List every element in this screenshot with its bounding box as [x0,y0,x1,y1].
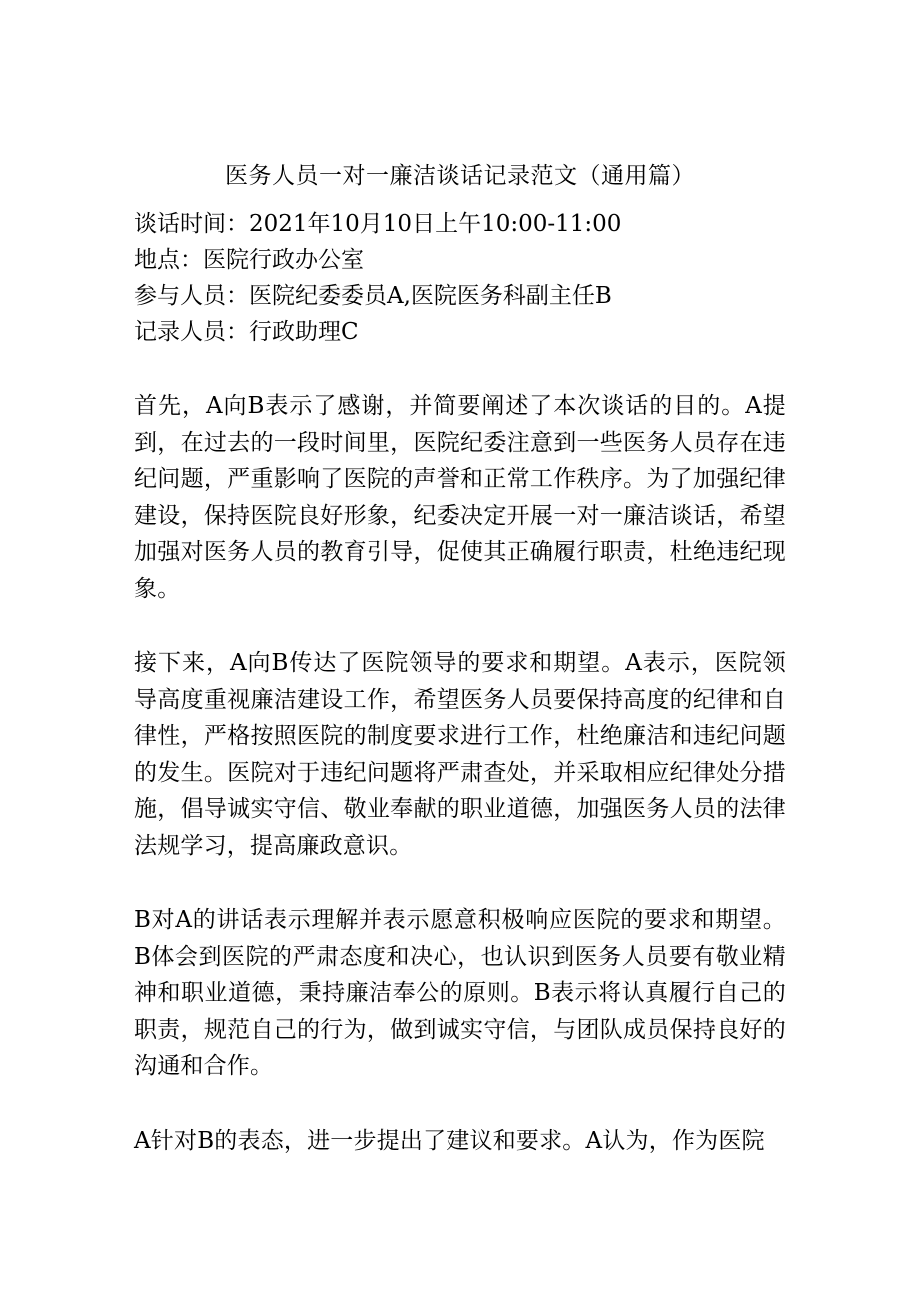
meeting-time: 谈话时间：2021年10月10日上午10:00-11:00 [134,211,622,237]
paragraph: B对A的讲话表示理解并表示愿意积极响应医院的要求和期望。B体会到医院的严肃态度和决心，也认识到医务人员要有敬业精神和职业道德，秉持廉洁奉公的原则。B表示将认真履行自己的职责，规范自己的行为，做到诚实守信，与团队成员保持良好的沟通和合作。 [134,907,786,1079]
paragraph: 首先，A向B表示了感谢，并简要阐述了本次谈话的目的。A提到，在过去的一段时间里，医院纪委注意到一些医务人员存在违纪问题，严重影响了医院的声誉和正常工作秩序。为了加强纪律建设，保持医院良好形象，纪委决定开展一对一廉洁谈话，希望加强对医务人员的教育引导，促使其正确履行职责，杜绝违纪现象。 [134,393,786,602]
document-title: 医务人员一对一廉洁谈话记录范文（通用篇） [225,163,695,189]
meeting-recorder: 记录人员：行政助理C [134,319,359,345]
paragraph: A针对B的表态，进一步提出了建议和要求。A认为，作为医院 [134,1127,765,1154]
meeting-participants: 参与人员：医院纪委委员A,医院医务科副主任B [134,283,612,309]
paragraph: 接下来，A向B传达了医院领导的要求和期望。A表示，医院领导高度重视廉洁建设工作，希望医务人员要保持高度的纪律和自律性，严格按照医院的制度要求进行工作，杜绝廉洁和违纪问题的发生。医院对于违纪问题将严肃查处，并采取相应纪律处分措施，倡导诚实守信、敬业奉献的职业道德，加强医务人员的法律法规学习，提高廉政意识。 [134,650,786,859]
meeting-location: 地点：医院行政办公室 [134,247,364,273]
meeting-info [134,206,786,350]
